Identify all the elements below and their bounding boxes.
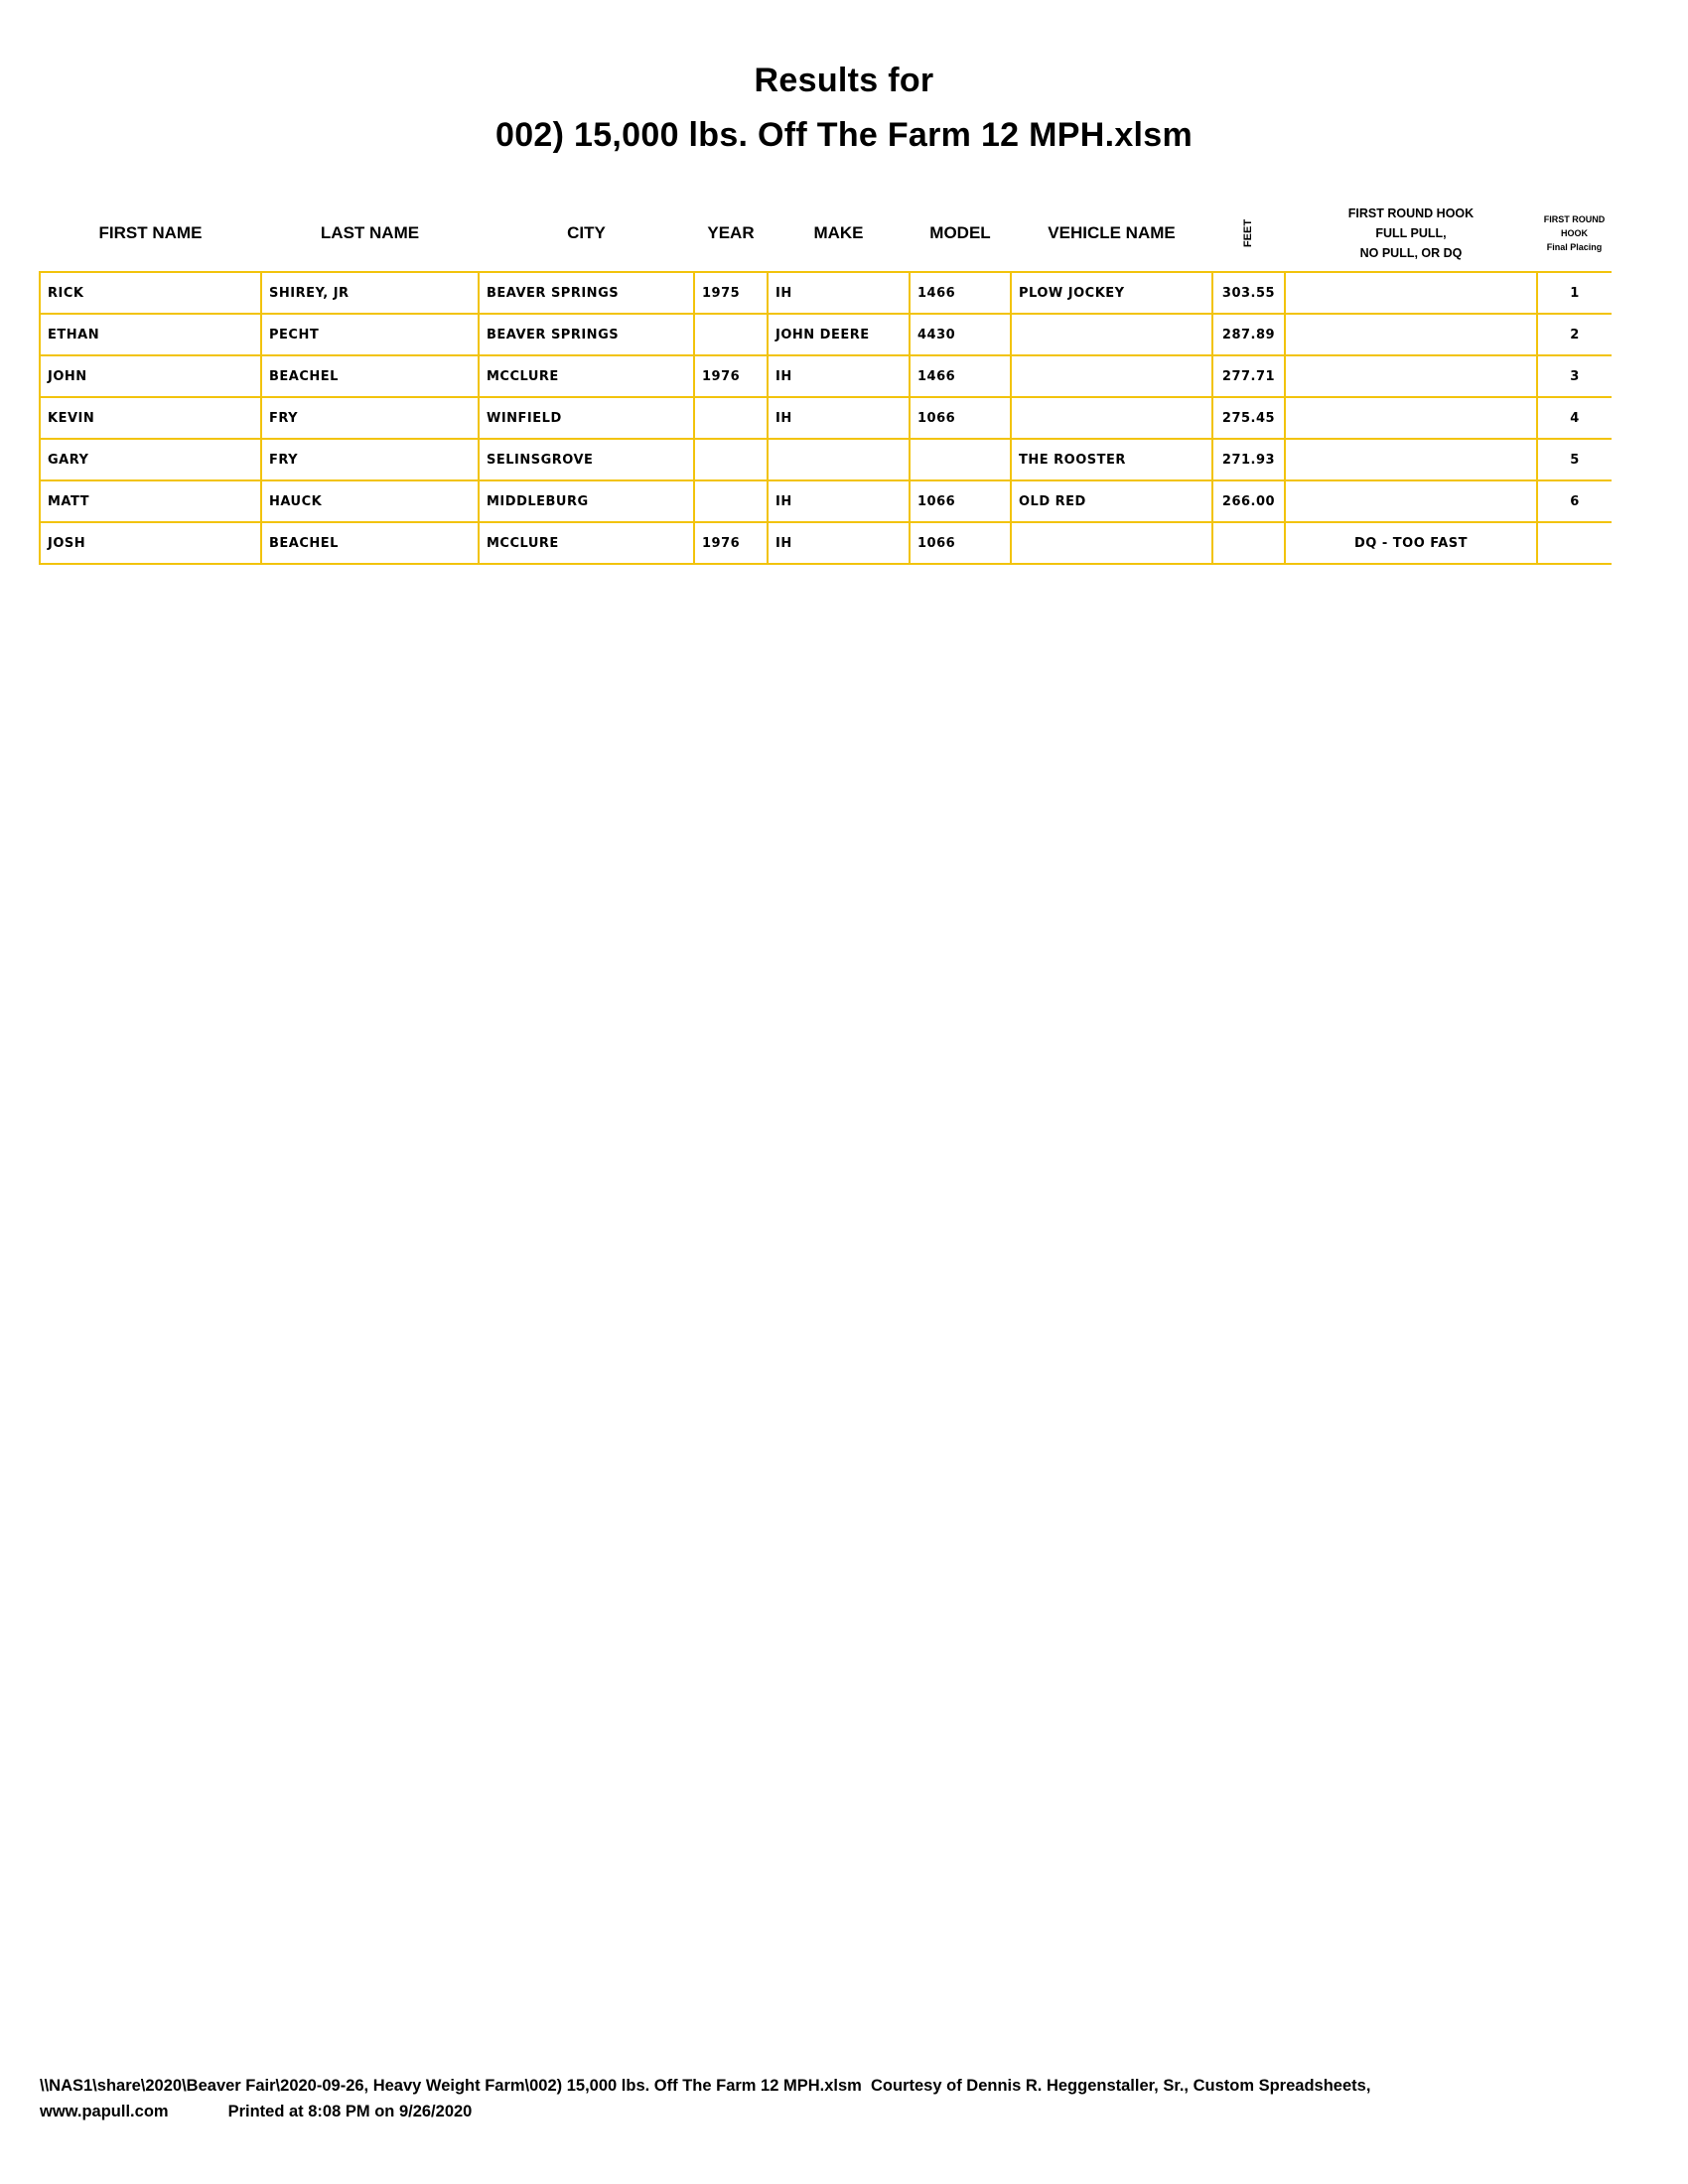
cell-final-placing: 1	[1537, 272, 1612, 314]
cell-feet: 287.89	[1212, 314, 1285, 355]
header-city: CITY	[567, 223, 606, 242]
cell-model	[910, 439, 1011, 480]
cell-final-placing: 6	[1537, 480, 1612, 522]
cell-make: IH	[768, 355, 910, 397]
cell-final-placing: 2	[1537, 314, 1612, 355]
table-row	[40, 480, 1612, 522]
cell-make	[768, 439, 910, 480]
cell-first-round-hook	[1285, 397, 1537, 439]
header-last-name: LAST NAME	[320, 223, 420, 242]
footer-website: www.papull.com	[40, 2103, 169, 2120]
cell-year	[694, 439, 768, 480]
header-first-name: FIRST NAME	[98, 223, 203, 242]
table-row	[40, 397, 1612, 439]
header-feet	[1212, 196, 1285, 272]
footer-info	[40, 2103, 472, 2121]
cell-model: 1066	[910, 397, 1011, 439]
cell-final-placing: 3	[1537, 355, 1612, 397]
header-model: MODEL	[929, 223, 991, 242]
cell-first-round-hook	[1285, 272, 1537, 314]
cell-model: 1466	[910, 272, 1011, 314]
cell-vehicle-name	[1011, 397, 1212, 439]
cell-vehicle-name	[1011, 314, 1212, 355]
cell-make: IH	[768, 522, 910, 564]
table-row	[40, 272, 1612, 314]
cell-city: SELINSGROVE	[479, 439, 694, 480]
header-placing-line2: HOOK	[1561, 228, 1588, 238]
results-table	[39, 196, 1612, 565]
page-subtitle: 002) 15,000 lbs. Off The Farm 12 MPH.xlsm	[494, 116, 1194, 154]
cell-first-round-hook	[1285, 314, 1537, 355]
footer-file-path: \\NAS1\share\2020\Beaver Fair\2020-09-26, Heavy Weight Farm\002) 15,000 lbs. Off The Farm 12 MPH.xlsm Courtesy of Dennis R. Heggenstaller, Sr., Custom Spreadsheets,	[40, 2077, 1371, 2095]
header-hook-line2: FULL PULL,	[1375, 226, 1447, 240]
cell-last-name: FRY	[261, 397, 479, 439]
page-title: Results for	[754, 62, 934, 99]
cell-city: BEAVER SPRINGS	[479, 272, 694, 314]
header-hook-line3: NO PULL, OR DQ	[1359, 246, 1463, 260]
cell-final-placing	[1537, 522, 1612, 564]
cell-vehicle-name: THE ROOSTER	[1011, 439, 1212, 480]
cell-last-name: SHIREY, JR	[261, 272, 479, 314]
cell-make: IH	[768, 272, 910, 314]
cell-first-round-hook	[1285, 355, 1537, 397]
cell-last-name: BEACHEL	[261, 355, 479, 397]
cell-first-name: RICK	[40, 272, 261, 314]
cell-feet: 266.00	[1212, 480, 1285, 522]
header-make: MAKE	[813, 223, 864, 242]
cell-make: IH	[768, 397, 910, 439]
cell-vehicle-name	[1011, 522, 1212, 564]
cell-year: 1976	[694, 355, 768, 397]
header-first-round-hook	[1285, 196, 1537, 272]
cell-last-name: BEACHEL	[261, 522, 479, 564]
cell-model: 4430	[910, 314, 1011, 355]
cell-city: MCCLURE	[479, 522, 694, 564]
header-placing-line1: FIRST ROUND	[1543, 214, 1606, 224]
cell-last-name: FRY	[261, 439, 479, 480]
cell-city: WINFIELD	[479, 397, 694, 439]
table-row	[40, 314, 1612, 355]
footer-printed-time: Printed at 8:08 PM on 9/26/2020	[227, 2103, 473, 2120]
table-row	[40, 522, 1612, 564]
cell-city: MCCLURE	[479, 355, 694, 397]
cell-first-name: KEVIN	[40, 397, 261, 439]
header-placing-line3: Final Placing	[1546, 242, 1603, 252]
cell-year	[694, 480, 768, 522]
cell-make: JOHN DEERE	[768, 314, 910, 355]
cell-final-placing: 4	[1537, 397, 1612, 439]
cell-first-name: GARY	[40, 439, 261, 480]
header-row	[40, 196, 1612, 272]
cell-year: 1975	[694, 272, 768, 314]
cell-feet: 303.55	[1212, 272, 1285, 314]
cell-make: IH	[768, 480, 910, 522]
results-body	[40, 272, 1612, 564]
cell-last-name: HAUCK	[261, 480, 479, 522]
cell-city: BEAVER SPRINGS	[479, 314, 694, 355]
table-row	[40, 355, 1612, 397]
cell-feet: 271.93	[1212, 439, 1285, 480]
cell-first-round-hook	[1285, 439, 1537, 480]
cell-first-name: MATT	[40, 480, 261, 522]
header-feet-label: FEET	[1242, 218, 1255, 248]
cell-model: 1466	[910, 355, 1011, 397]
cell-year: 1976	[694, 522, 768, 564]
header-final-placing	[1537, 196, 1612, 272]
cell-year	[694, 314, 768, 355]
cell-feet	[1212, 522, 1285, 564]
cell-first-name: JOHN	[40, 355, 261, 397]
header-hook-line1: FIRST ROUND HOOK	[1347, 206, 1475, 220]
cell-model: 1066	[910, 480, 1011, 522]
header-vehicle-name: VEHICLE NAME	[1048, 223, 1176, 242]
cell-year	[694, 397, 768, 439]
table-row	[40, 439, 1612, 480]
cell-model: 1066	[910, 522, 1011, 564]
cell-feet: 275.45	[1212, 397, 1285, 439]
cell-city: MIDDLEBURG	[479, 480, 694, 522]
cell-feet: 277.71	[1212, 355, 1285, 397]
cell-vehicle-name: OLD RED	[1011, 480, 1212, 522]
cell-vehicle-name: PLOW JOCKEY	[1011, 272, 1212, 314]
cell-vehicle-name	[1011, 355, 1212, 397]
header-year: YEAR	[707, 223, 755, 242]
cell-first-name: ETHAN	[40, 314, 261, 355]
cell-final-placing: 5	[1537, 439, 1612, 480]
cell-last-name: PECHT	[261, 314, 479, 355]
cell-first-name: JOSH	[40, 522, 261, 564]
cell-first-round-hook: DQ - TOO FAST	[1285, 522, 1537, 564]
cell-first-round-hook	[1285, 480, 1537, 522]
